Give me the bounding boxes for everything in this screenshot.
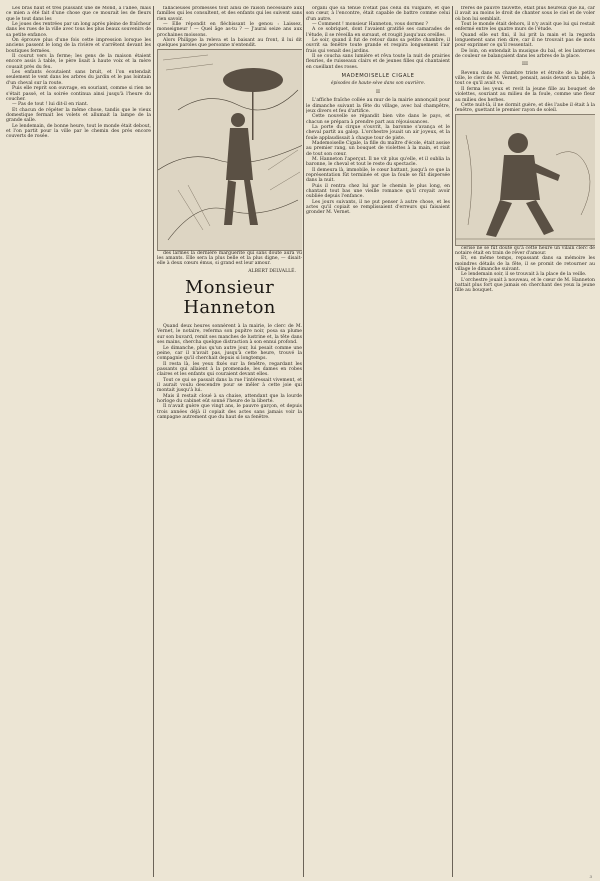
col4-paragraph: L'orchestre jouait à nouveau, et le cœur de M. Hanneton battait plus fort que jamais en cherchant des yeux la jeune fille au bouquet. — [455, 277, 595, 294]
col1-paragraph: Il courut vers la ferme; les gens de la maison étaient encore assis à table, le père lisait à haute voix et la mère cousait près du feu. — [6, 54, 151, 70]
col1-paragraph: Les bras haut et très puissant une de Mond, à l'allée, mais ce mien a été fait d'une chose que ce mourait les de fleurs que le tout dans les — [6, 6, 151, 22]
column-rule — [303, 6, 304, 877]
col4-paragraph: De loin, on entendait la musique du bal, et les lanternes de couleur se balançaient dans les arbres de la place. — [455, 48, 595, 60]
col1-paragraph: Les enfants écoutaient sans bruit, et l'on entendait seulement le vent dans les arbres du jardin et le pas lointain d'un cheval sur la route. — [6, 70, 151, 86]
col1-paragraph: Le joues des rentrées par un long après pleine de fraîcheur dans les rues de la ville avec tous les plus beaux souvenirs de sa petite enfance. — [6, 22, 151, 38]
column-4 — [455, 6, 595, 877]
col3-paragraph: Le soir, quand il fut de retour dans sa petite chambre, il ouvrit sa fenêtre toute grande et respira longuement l'air frais qui venait des jardins. — [306, 38, 450, 54]
column-1 — [6, 6, 151, 877]
page-number: 3 — [589, 874, 592, 879]
illustration-seated-man — [455, 114, 595, 246]
col1-paragraph: — Pas de tout ! lui dit-il en riant. — [12, 102, 89, 108]
col4-paragraph: Il ferma les yeux et revit la jeune fille au bouquet de violettes, souriant au milieu de la foule, comme une fleur au milieu des herbes. — [455, 86, 595, 103]
story-paragraph: Quand deux heures sonnèrent à la mairie, le clerc de M. Vernet, le notaire, referma son pupitre noir, posa sa plume sur son buvard, remit ses manches de lustrine et, la tête dans ses mains, chercha quelque distraction à son ennui profond. — [157, 324, 302, 346]
story-paragraph: Le dimanche, plus qu'un autre jour, lui pesait comme une peine, car il n'avait pas, jusqu'à cette heure, trouvé la compagnie qu'il cherchait depuis si longtemps. — [157, 345, 302, 362]
col2-paragraph: fallacieuses promesses tout ainsi de raison nécessaire aux familles qui les consultent, et des enfants qui les suivent sans rien savoir. — [157, 6, 302, 22]
col4-paragraph: Le lendemain soir, il se trouvait à la place de la veille. — [461, 272, 587, 278]
col2-paragraph: — Elle répondit en fléchissant le genou : Laissez, monseigneur ! — Quel âge as-tu ? — J'aurai seize ans aux prochaines moissons. — [157, 22, 302, 38]
col4-paragraph: Quand elle eut fini, il lui prit la main et la regarda longuement sans rien dire, car il ne trouvait pas de mots pour exprimer ce qu'il ressentait. — [455, 32, 595, 49]
story-paragraph: Il n'avait guère que vingt ans, le pauvre garçon, et depuis trois années déjà il copiait des actes sans jamais voir la campagne autrement que du haut de sa fenêtre. — [157, 404, 302, 420]
illustration-man-with-umbrella — [157, 49, 302, 251]
col3-paragraph: organi que sa tenue n'était pas celui du vulgaire, et que son cœur, à l'encontre, était capable de battre comme celui d'un autre. — [306, 6, 450, 22]
col4-paragraph: Revenu dans sa chambre triste et étroite de la petite ville, le clerc de M. Vernet, pensait, assis devant sa table, à tout ce qu'il avait vu. — [455, 70, 595, 87]
section-paragraph: M. Hanneton l'aperçut. Il ne vit plus qu'elle, et il oublia la baronne, le cheval et tout le reste du spectacle. — [306, 156, 450, 168]
author-signature: ALBERT DELVALLÉ. — [248, 268, 296, 274]
section-paragraph: Mademoiselle Cigale, la fille du maître d'école, était assise au premier rang, un bouquet de violettes à la main, et riait de tout son cœur. — [306, 140, 450, 157]
column-rule — [452, 6, 453, 877]
col3-paragraph: Il se coucha sans lumière et rêva toute la nuit de prairies fleuries, de ruisseaux clairs et de jeunes filles qui chantaient en cueillant des roses. — [306, 54, 450, 70]
section-paragraph: L'affiche fraîche collée au mur de la mairie annonçait pour le dimanche suivant la fête du village, avec bal champêtre, jeux divers et feu d'artifice. — [306, 98, 450, 114]
story-paragraph: Tout ce qui se passait dans la rue l'intéressait vivement, et il aurait voulu descendre pour se mêler à cette joie qui montait jusqu'à lui. — [157, 377, 302, 394]
section-paragraph: Les jours suivants, il ne put penser à autre chose, et les actes qu'il copiait se remplissaient d'erreurs qui faisaient gronder M. Vernet. — [306, 199, 450, 216]
col1-paragraph: Le lendemain, de bonne heure, tout le monde était debout, et l'on partit pour la ville par le chemin des prés encore couverts de rosée. — [6, 123, 151, 140]
column-3 — [306, 6, 450, 877]
col2-paragraph: Alors Philippe la releva et la baisant au front, il lui dit quelques paroles que personne n'entendit. — [157, 38, 302, 49]
col4-paragraph: cerise ne se fût douté qu'à cette heure un vilain clerc de notaire était en train de rêver d'amour. — [455, 245, 595, 256]
section-paragraph: Il demeura là, immobile, le cœur battant, jusqu'à ce que la représentation fût terminée et que la foule se fût dispersée dans la nuit. — [306, 167, 450, 184]
col1-paragraph: On éprouve plus d'une fois cette impression lorsque les anciens passent le long de la rivière et s'arrêtent devant les boutiques fermées. — [6, 38, 151, 54]
section-title: MADEMOISELLE CIGALE — [341, 73, 415, 80]
col1-paragraph: Et chacun de répéter la même chose, tandis que le vieux domestique fermait les volets et allumait la lampe de la grande salle. — [6, 107, 151, 124]
story-title: Monsieur Hanneton — [183, 277, 276, 319]
column-rule — [153, 6, 154, 877]
chapter-number: II — [376, 88, 380, 95]
col4-paragraph: Tout le monde était dehors, il n'y avait que lui qui restait enfermé entre les quatre murs de l'étude. — [455, 22, 595, 33]
chapter-number: III — [522, 61, 528, 68]
story-paragraph: Mais il restait cloué à sa chaise, attendant que la lourde horloge du cabinet eût sonné l'heure de la liberté. — [157, 393, 302, 404]
col4-paragraph: Cette nuit-là, il ne dormit guère, et dès l'aube il était à la fenêtre, guettant le premier rayon de soleil. — [455, 102, 595, 114]
story-paragraph: Il resta là, les yeux fixés sur la fenêtre, regardant les passants qui allaient à la promenade, les dames en robes claires et les enfants qui couraient devant elles. — [157, 361, 302, 378]
section-paragraph: Cette nouvelle se répandit bien vite dans le pays, et chacun se prépara à prendre part aux réjouissances. — [306, 114, 450, 125]
section-subtitle: épisodes de haute-sève dans son ouvrière. — [330, 81, 426, 87]
col4-paragraph: Et, en même temps, repassant dans sa mémoire les moindres détails de la fête, il se promit de retourner au village le dimanche suivant. — [455, 256, 595, 272]
section-paragraph: La porte du cirque s'ouvrit, la baronne s'avança et le cheval partit au galop. L'orchestre jouait un air joyeux, et la foule applaudissait à chaque tour de piste. — [306, 124, 450, 141]
section-paragraph: Puis il rentra chez lui par le chemin le plus long, en chantant tout bas une vieille romance qu'il croyait avoir oubliée depuis l'enfance. — [306, 183, 450, 200]
col3-paragraph: A ce sobriquet, dont l'avaient gratifié ses camarades de l'étude, il se réveilla en sursaut, et rougit jusqu'aux oreilles. — [306, 27, 450, 38]
column-2 — [157, 6, 302, 877]
col1-paragraph: Puis elle reprit son ouvrage, en souriant, comme si rien ne s'était passé, et la soirée continua ainsi jusqu'à l'heure du coucher. — [6, 86, 151, 102]
col4-paragraph: frères de pauvre fauvette, était plus heureux que lui, car il avait au moins le droit de chanter sous le ciel et de voler où bon lui semblait. — [455, 6, 595, 22]
col3-paragraph: — Comment ! monsieur Hanneton, vous dormez ? — [312, 22, 428, 28]
col2-paragraph: des larmes la dernière marguerite qui sans doute aura vu les amants. Elle sera la plus belle et la plus digne, — disait-elle à deux cœurs émus, si grand est leur amour. — [157, 250, 302, 267]
